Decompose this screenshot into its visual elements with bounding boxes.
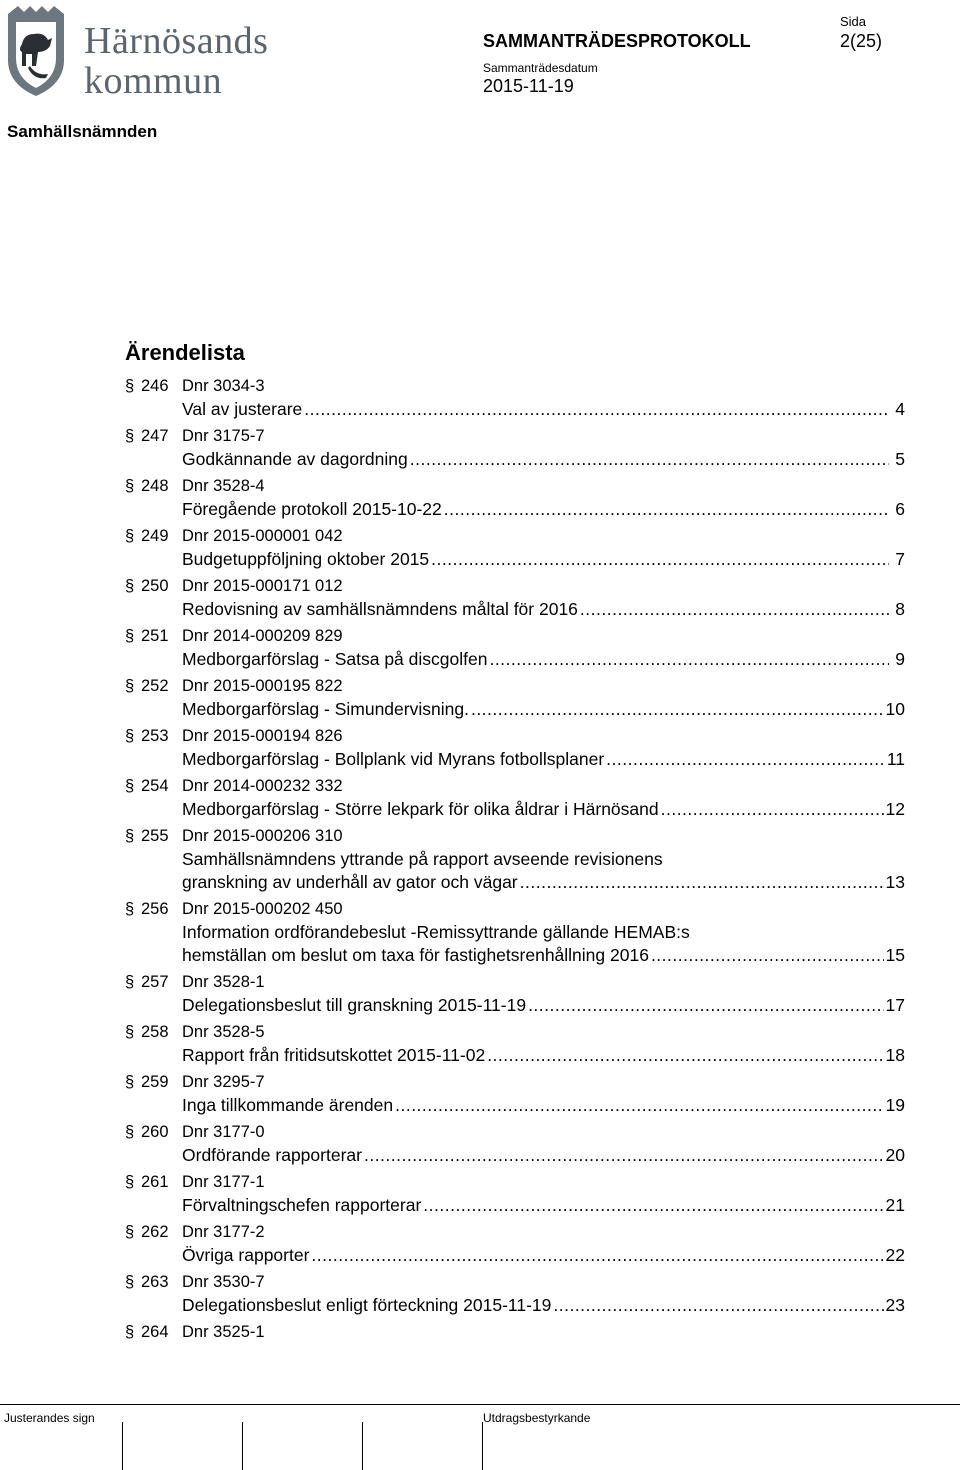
case-number: Dnr 3177-1 xyxy=(182,1173,265,1191)
dot-leader xyxy=(606,748,885,771)
paragraph-number: 257 xyxy=(141,973,169,991)
entry-page-number: 20 xyxy=(885,1145,905,1165)
toc-entry[interactable] xyxy=(125,1321,905,1344)
paragraph-icon: § xyxy=(125,1273,135,1291)
paragraph-icon: § xyxy=(125,477,135,495)
paragraph-number: 252 xyxy=(141,677,169,695)
paragraph-icon: § xyxy=(125,427,135,445)
entry-page-number: 10 xyxy=(885,699,905,719)
entry-page-number: 18 xyxy=(885,1045,905,1065)
entry-page-number: 15 xyxy=(885,945,905,965)
entry-page-number: 23 xyxy=(885,1295,905,1315)
dot-leader xyxy=(364,1144,884,1167)
paragraph-number: 255 xyxy=(141,827,169,845)
toc-entry[interactable] xyxy=(125,475,905,521)
case-number: Dnr 3528-1 xyxy=(182,973,265,991)
entry-title: Delegationsbeslut enligt förteckning 2015-11-19 xyxy=(182,1295,552,1315)
paragraph-icon: § xyxy=(125,973,135,991)
entry-page-number: 17 xyxy=(885,995,905,1015)
page-number: 2(25) xyxy=(840,31,883,51)
toc-entry-header xyxy=(125,425,905,448)
entry-title: Budgetuppföljning oktober 2015 xyxy=(182,549,430,569)
dot-leader xyxy=(304,398,889,421)
meeting-date: 2015-11-19 xyxy=(483,76,574,96)
dot-leader xyxy=(423,1194,883,1217)
entry-title-line1: Samhällsnämndens yttrande på rapport avseende revisionens xyxy=(182,849,663,869)
list-title: Ärendelista xyxy=(125,340,245,365)
toc-entry[interactable] xyxy=(125,425,905,471)
entry-page-number: 6 xyxy=(895,499,905,519)
table-of-contents xyxy=(125,375,905,1348)
paragraph-icon: § xyxy=(125,627,135,645)
dot-leader xyxy=(311,1244,883,1267)
case-number: Dnr 3034-3 xyxy=(182,377,265,395)
paragraph-number: 247 xyxy=(141,427,169,445)
entry-title: Rapport från fritidsutskottet 2015-11-02 xyxy=(182,1045,486,1065)
case-number: Dnr 3525-1 xyxy=(182,1323,265,1341)
dot-leader xyxy=(395,1094,883,1117)
toc-entry[interactable] xyxy=(125,898,905,967)
entry-title: Föregående protokoll 2015-10-22 xyxy=(182,499,442,519)
dot-leader xyxy=(651,944,884,967)
entry-page-number: 7 xyxy=(895,549,905,569)
paragraph-icon: § xyxy=(125,1023,135,1041)
municipality-logo xyxy=(4,4,279,100)
coat-of-arms-icon xyxy=(4,4,68,98)
dot-leader xyxy=(471,698,884,721)
toc-entry[interactable] xyxy=(125,1221,905,1267)
case-number: Dnr 3530-7 xyxy=(182,1273,265,1291)
paragraph-icon: § xyxy=(125,377,135,395)
toc-entry-header xyxy=(125,1021,905,1044)
dot-leader xyxy=(528,994,883,1017)
page-label: Sida xyxy=(840,14,867,29)
toc-entry-header xyxy=(125,375,905,398)
entry-title: Val av justerare xyxy=(182,399,303,419)
entry-title: Medborgarförslag - Satsa på discgolfen xyxy=(182,649,488,669)
toc-entry[interactable] xyxy=(125,1071,905,1117)
paragraph-number: 250 xyxy=(141,577,169,595)
paragraph-icon: § xyxy=(125,1223,135,1241)
paragraph-icon: § xyxy=(125,727,135,745)
case-number: Dnr 2014-000232 332 xyxy=(182,777,343,795)
toc-entry-header xyxy=(125,525,905,548)
toc-entry-header xyxy=(125,475,905,498)
dot-leader xyxy=(661,798,884,821)
entry-title: Medborgarförslag - Simundervisning. xyxy=(182,699,469,719)
entry-title-line1: Information ordförandebeslut -Remissyttrande gällande HEMAB:s xyxy=(182,922,690,942)
entry-title: Delegationsbeslut till granskning 2015-11-19 xyxy=(182,995,527,1015)
case-number: Dnr 3175-7 xyxy=(182,427,265,445)
toc-entry-header xyxy=(125,575,905,598)
toc-entry-header xyxy=(125,775,905,798)
signature-box-divider xyxy=(242,1422,243,1470)
toc-entry[interactable] xyxy=(125,625,905,671)
entry-page-number: 21 xyxy=(885,1195,905,1215)
case-number: Dnr 2015-000171 012 xyxy=(182,577,343,595)
dot-leader xyxy=(444,498,889,521)
toc-entry[interactable] xyxy=(125,971,905,1017)
toc-entry[interactable] xyxy=(125,1171,905,1217)
meeting-date-label: Sammanträdesdatum xyxy=(483,61,598,75)
paragraph-icon: § xyxy=(125,1073,135,1091)
dot-leader xyxy=(410,448,889,471)
toc-entry-header xyxy=(125,725,905,748)
toc-entry-header xyxy=(125,971,905,994)
footer-divider xyxy=(0,1404,960,1405)
case-number: Dnr 2015-000001 042 xyxy=(182,527,343,545)
case-number: Dnr 2015-000195 822 xyxy=(182,677,343,695)
entry-page-number: 13 xyxy=(885,872,905,892)
paragraph-number: 251 xyxy=(141,627,169,645)
paragraph-number: 249 xyxy=(141,527,169,545)
document-title: SAMMANTRÄDESPROTOKOLL xyxy=(483,31,751,51)
paragraph-icon: § xyxy=(125,677,135,695)
paragraph-number: 259 xyxy=(141,1073,169,1091)
entry-title: Ordförande rapporterar xyxy=(182,1145,362,1165)
paragraph-number: 253 xyxy=(141,727,169,745)
paragraph-number: 260 xyxy=(141,1123,169,1141)
entry-page-number: 5 xyxy=(895,449,905,469)
toc-entry-header xyxy=(125,1171,905,1194)
entry-page-number: 11 xyxy=(886,749,905,769)
paragraph-number: 261 xyxy=(141,1173,169,1191)
entry-title: hemställan om beslut om taxa för fastighetsrenhållning 2016 xyxy=(182,945,649,965)
dot-leader xyxy=(489,648,889,671)
paragraph-number: 262 xyxy=(141,1223,169,1241)
toc-entry[interactable] xyxy=(125,775,905,821)
signature-box-divider xyxy=(122,1422,123,1470)
dot-leader xyxy=(431,548,889,571)
entry-title: Övriga rapporter xyxy=(182,1245,310,1265)
toc-entry-header xyxy=(125,825,905,848)
paragraph-number: 256 xyxy=(141,900,169,918)
dot-leader xyxy=(487,1044,883,1067)
entry-title: granskning av underhåll av gator och vägar xyxy=(182,872,518,892)
toc-entry-header xyxy=(125,898,905,921)
paragraph-icon: § xyxy=(125,1323,135,1341)
toc-entry[interactable] xyxy=(125,575,905,621)
toc-entry[interactable] xyxy=(125,1271,905,1317)
case-number: Dnr 3177-2 xyxy=(182,1223,265,1241)
paragraph-number: 254 xyxy=(141,777,169,795)
paragraph-number: 248 xyxy=(141,477,169,495)
dot-leader xyxy=(580,598,889,621)
entry-title: Medborgarförslag - Bollplank vid Myrans fotbollsplaner xyxy=(182,749,605,769)
case-number: Dnr 2015-000194 826 xyxy=(182,727,343,745)
entry-page-number: 12 xyxy=(885,799,905,819)
dot-leader xyxy=(553,1294,883,1317)
toc-entry[interactable] xyxy=(125,725,905,771)
case-number: Dnr 3528-5 xyxy=(182,1023,265,1041)
paragraph-icon: § xyxy=(125,827,135,845)
toc-entry-header xyxy=(125,1121,905,1144)
case-number: Dnr 2015-000206 310 xyxy=(182,827,343,845)
signature-box-divider xyxy=(482,1422,483,1470)
case-number: Dnr 3177-0 xyxy=(182,1123,265,1141)
toc-entry-header xyxy=(125,625,905,648)
toc-entry[interactable] xyxy=(125,375,905,421)
logo-text-line2: kommun xyxy=(84,60,223,102)
toc-entry[interactable] xyxy=(125,675,905,721)
entry-page-number: 22 xyxy=(885,1245,905,1265)
dot-leader xyxy=(520,871,884,894)
paragraph-number: 264 xyxy=(141,1323,169,1341)
paragraph-number: 258 xyxy=(141,1023,169,1041)
case-number: Dnr 3295-7 xyxy=(182,1073,265,1091)
case-number: Dnr 3528-4 xyxy=(182,477,265,495)
toc-entry[interactable] xyxy=(125,1121,905,1167)
case-number: Dnr 2014-000209 829 xyxy=(182,627,343,645)
toc-entry-header xyxy=(125,675,905,698)
paragraph-icon: § xyxy=(125,1123,135,1141)
utdragsbestyrkande-label: Utdragsbestyrkande xyxy=(483,1411,591,1425)
toc-entry[interactable] xyxy=(125,825,905,894)
paragraph-number: 263 xyxy=(141,1273,169,1291)
entry-title: Medborgarförslag - Större lekpark för olika åldrar i Härnösand xyxy=(182,799,659,819)
entry-page-number: 8 xyxy=(895,599,905,619)
logo-text-line1: Härnösands xyxy=(84,20,269,62)
entry-page-number: 19 xyxy=(885,1095,905,1115)
paragraph-icon: § xyxy=(125,900,135,918)
entry-page-number: 9 xyxy=(895,649,905,669)
paragraph-icon: § xyxy=(125,527,135,545)
paragraph-number: 246 xyxy=(141,377,169,395)
toc-entry-header xyxy=(125,1071,905,1094)
toc-entry-header xyxy=(125,1321,905,1344)
toc-entry-header xyxy=(125,1221,905,1244)
toc-entry[interactable] xyxy=(125,1021,905,1067)
toc-entry[interactable] xyxy=(125,525,905,571)
paragraph-icon: § xyxy=(125,1173,135,1191)
case-number: Dnr 2015-000202 450 xyxy=(182,900,343,918)
signature-box-divider xyxy=(362,1422,363,1470)
entry-page-number: 4 xyxy=(895,399,905,419)
signature-footer xyxy=(0,1404,960,1470)
paragraph-icon: § xyxy=(125,577,135,595)
toc-entry-header xyxy=(125,1271,905,1294)
entry-title: Godkännande av dagordning xyxy=(182,449,408,469)
entry-title: Redovisning av samhällsnämndens måltal för 2016 xyxy=(182,599,578,619)
paragraph-icon: § xyxy=(125,777,135,795)
justerandes-sign-label: Justerandes sign xyxy=(4,1411,95,1425)
entry-title: Inga tillkommande ärenden xyxy=(182,1095,394,1115)
entry-title: Förvaltningschefen rapporterar xyxy=(182,1195,422,1215)
organization-name: Samhällsnämnden xyxy=(7,122,158,141)
